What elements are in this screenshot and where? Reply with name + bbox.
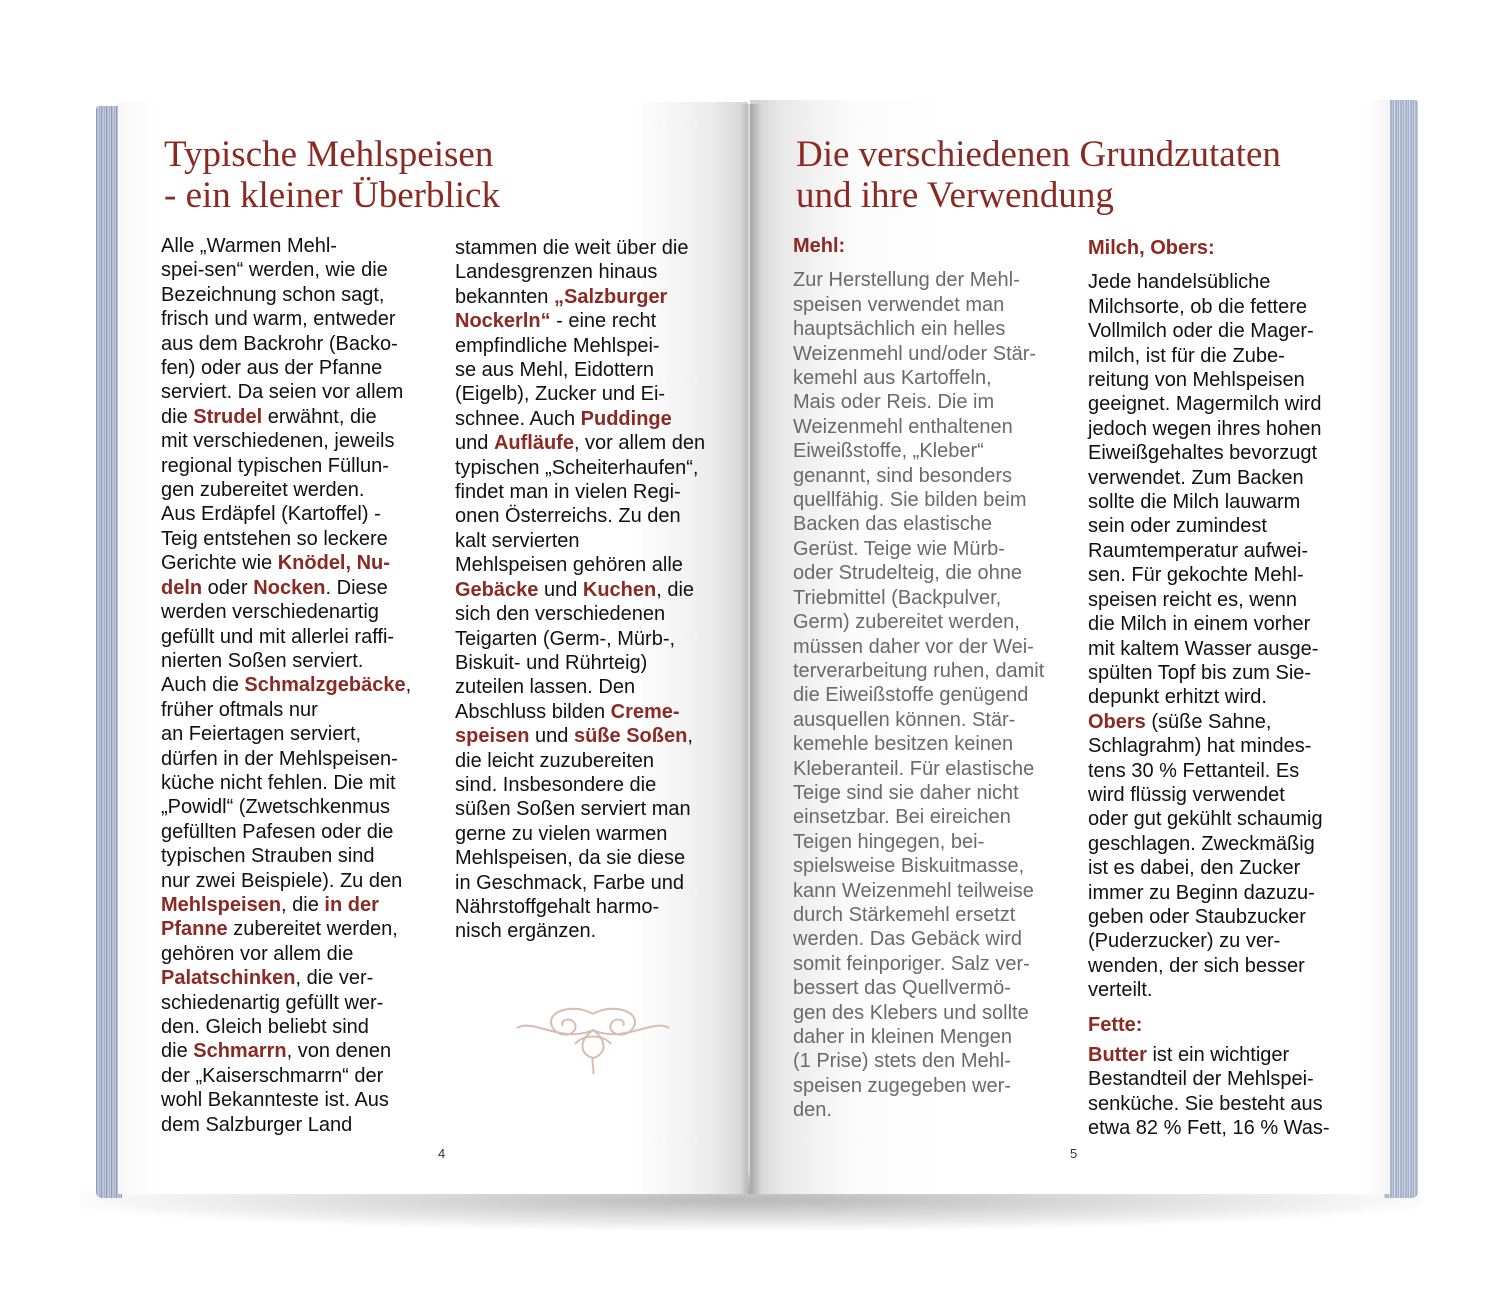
text-line	[161, 966, 411, 990]
text-segment: Jede handelsübliche	[1088, 271, 1271, 294]
text-line	[455, 456, 705, 480]
text-segment: (Puderzucker) zu ver-	[1088, 930, 1281, 953]
text-line	[1088, 661, 1330, 685]
text-line	[455, 651, 705, 675]
text-segment: an Feiertagen serviert,	[161, 723, 362, 746]
text-line: kemehle besitzen keinen	[793, 733, 1014, 756]
text-line	[455, 382, 705, 406]
text-segment: Teigarten (Germ-, Mürb-,	[455, 627, 676, 650]
text-line	[161, 991, 411, 1015]
text-segment: Raumtemperatur aufwei-	[1088, 539, 1309, 562]
left-title-line-1: Typische Mehlspeisen	[164, 134, 494, 175]
mehl-text	[793, 268, 1044, 1122]
text-line	[455, 724, 705, 748]
text-segment: typischen „Scheiterhaufen“,	[455, 456, 699, 479]
text-line	[1088, 905, 1330, 929]
text-line	[1088, 270, 1330, 294]
text-segment: gehören vor allem die	[161, 942, 354, 965]
text-line	[1088, 1116, 1330, 1140]
text-line: oder Strudelteig, die ohne	[793, 562, 1023, 585]
left-page-title	[164, 134, 500, 216]
text-line	[1088, 417, 1330, 441]
highlight-term: Puddinge	[580, 407, 672, 430]
text-line	[455, 627, 705, 651]
text-line	[161, 893, 411, 917]
text-segment: gerne zu vielen warmen	[455, 822, 668, 845]
text-line	[161, 478, 411, 502]
text-segment: typischen Strauben sind	[161, 845, 375, 868]
text-line: Eiweißstoffe, „Kleber“	[793, 440, 984, 463]
text-line: Weizenmehl und/oder Stär-	[793, 342, 1037, 365]
text-line	[161, 771, 411, 795]
text-line	[161, 283, 411, 307]
text-segment: Gerichte wie	[161, 552, 278, 575]
text-line	[161, 869, 411, 893]
text-line	[455, 846, 705, 870]
text-segment: (süße Sahne,	[1145, 710, 1272, 733]
text-segment: Alle „Warmen Mehl-	[161, 235, 337, 257]
text-line: speisen verwendet man	[793, 293, 1005, 316]
text-segment: zubereitet werden,	[227, 918, 398, 941]
text-segment: spülten Topf bis zum Sie-	[1088, 661, 1312, 684]
text-line: die Eiweißstoffe genügend	[793, 684, 1029, 707]
text-segment: die	[161, 1040, 194, 1063]
right-page	[750, 100, 1390, 1194]
text-line	[455, 871, 705, 895]
text-segment: sind. Insbesondere die	[455, 773, 657, 796]
text-line: Zur Herstellung der Mehl-	[793, 269, 1020, 292]
text-segment: nierten Soßen serviert.	[161, 649, 364, 672]
text-segment: aus dem Backrohr (Backo-	[161, 332, 398, 355]
text-line	[455, 504, 705, 528]
text-line	[1088, 734, 1330, 758]
text-segment: sich den verschiedenen	[455, 603, 666, 626]
text-segment: in Geschmack, Farbe und	[455, 871, 684, 894]
text-line: Kleberanteil. Für elastische	[793, 757, 1035, 780]
text-line: müssen daher vor der Wei-	[793, 635, 1034, 658]
text-segment: onen Österreichs. Zu den	[455, 505, 681, 528]
text-segment: . Diese	[325, 576, 388, 599]
right-title-line-2: und ihre Verwendung	[796, 175, 1114, 216]
left-title-line-2: - ein kleiner Überblick	[164, 175, 500, 216]
text-segment: , die	[281, 893, 325, 916]
text-line: spielsweise Biskuitmasse,	[793, 855, 1025, 878]
text-segment: sollte die Milch lauwarm	[1088, 491, 1301, 514]
text-line	[455, 309, 705, 333]
text-segment: se aus Mehl, Eidottern	[455, 359, 654, 382]
text-line: Gerüst. Teige wie Mürb-	[793, 537, 1005, 560]
text-line	[1088, 295, 1330, 319]
text-segment: serviert. Da seien vor allem	[161, 381, 404, 404]
text-line: den.	[793, 1099, 832, 1122]
text-segment: sein oder zumindest	[1088, 515, 1267, 538]
text-line	[161, 942, 411, 966]
left-page-column-1	[161, 234, 411, 1137]
text-segment: und	[455, 432, 494, 455]
text-segment: Eiweißgehaltes bevorzugt	[1088, 442, 1318, 465]
text-line	[161, 234, 411, 258]
text-segment: Bezeichnung schon sagt,	[161, 283, 385, 306]
milch-obers-text	[1088, 270, 1330, 1002]
text-line: Teigen hingegen, bei-	[793, 830, 985, 853]
text-segment: milch, ist für die Zube-	[1088, 344, 1285, 367]
text-segment: nur zwei Beispiele). Zu den	[161, 869, 403, 892]
text-line	[1088, 392, 1330, 416]
right-page-column-1	[793, 234, 1044, 1123]
text-segment: und	[529, 725, 574, 748]
text-line: somit feinporiger. Salz ver-	[793, 952, 1030, 975]
text-line	[161, 649, 411, 673]
text-segment: spei-sen“ werden, wie die	[161, 259, 388, 282]
text-segment: frisch und warm, entweder	[161, 308, 396, 331]
highlight-term: Pfanne	[161, 918, 228, 941]
text-line	[161, 1088, 411, 1112]
text-line: (1 Prise) stets den Mehl-	[793, 1050, 1011, 1073]
text-segment: wird flüssig verwendet	[1088, 783, 1285, 806]
text-segment: depunkt erhitzt wird.	[1088, 686, 1267, 709]
text-segment: wenden, der sich besser	[1088, 954, 1305, 977]
text-segment: den. Gleich beliebt sind	[161, 1016, 369, 1038]
text-line	[1088, 514, 1330, 538]
text-segment: schiedenartig gefüllt wer-	[161, 991, 384, 1014]
text-line	[1088, 344, 1330, 368]
text-segment: gefüllt und mit allerlei raffi-	[161, 625, 395, 648]
text-segment: speisen reicht es, wenn	[1088, 588, 1298, 611]
text-segment: regional typischen Füllun-	[161, 454, 389, 477]
text-line	[161, 673, 411, 697]
page-number-left: 4	[438, 1146, 446, 1161]
text-line	[1088, 319, 1330, 343]
text-segment: geschlagen. Zweckmäßig	[1088, 832, 1315, 855]
highlight-term: Aufläufe	[493, 432, 574, 455]
text-line	[1088, 881, 1330, 905]
text-segment: die leicht zuzubereiten	[455, 749, 655, 772]
text-line	[455, 553, 705, 577]
text-segment: tens 30 % Fettanteil. Es	[1088, 759, 1300, 782]
text-segment: Milchsorte, ob die fettere	[1088, 295, 1307, 318]
text-line	[455, 602, 705, 626]
text-segment: , von denen	[286, 1040, 392, 1063]
text-segment: früher oftmals nur	[161, 698, 318, 721]
text-segment: die	[161, 405, 194, 428]
section-heading-fette: Fette:	[1088, 1013, 1143, 1036]
text-segment: stammen die weit über die	[455, 237, 689, 259]
text-segment: findet man in vielen Regi-	[455, 481, 681, 504]
text-line	[1088, 685, 1330, 709]
text-line	[1088, 1067, 1330, 1091]
text-segment: Auch die	[161, 674, 245, 697]
text-segment: oder gut gekühlt schaumig	[1088, 808, 1323, 831]
text-line: quellfähig. Sie bilden beim	[793, 489, 1027, 512]
text-line	[161, 332, 411, 356]
text-line: Backen das elastische	[793, 513, 993, 536]
highlight-term: „Salzburger	[553, 285, 668, 308]
text-segment: Mehlspeisen, da sie diese	[455, 847, 686, 870]
text-line	[161, 917, 411, 941]
text-line	[455, 895, 705, 919]
text-segment: empfindliche Mehlspei-	[455, 334, 660, 357]
highlight-term: Gebäcke	[455, 578, 539, 601]
text-line	[1088, 807, 1330, 831]
text-segment: mit kaltem Wasser ausge-	[1088, 637, 1319, 660]
text-line	[455, 578, 705, 602]
text-line	[455, 480, 705, 504]
text-line: durch Stärkemehl ersetzt	[793, 903, 1016, 926]
highlight-term: Knödel, Nu-	[277, 552, 390, 575]
text-line	[1088, 856, 1330, 880]
text-line	[1088, 759, 1330, 783]
text-line	[1088, 539, 1330, 563]
text-segment: wohl Bekannteste ist. Aus	[161, 1089, 389, 1112]
text-line	[161, 1064, 411, 1088]
text-segment: Bestandteil der Mehlspei-	[1088, 1068, 1314, 1091]
book-gutter	[740, 104, 762, 1194]
text-segment: ,	[405, 674, 412, 697]
text-line: terverarbeitung ruhen, damit	[793, 659, 1045, 682]
text-segment: Schlagrahm) hat mindes-	[1088, 735, 1312, 758]
ornament-flourish	[513, 1004, 673, 1076]
text-line	[455, 919, 705, 943]
text-segment: die Milch in einem vorher	[1088, 613, 1311, 636]
text-line	[455, 700, 705, 724]
text-segment: gefüllten Pafesen oder die	[161, 820, 394, 843]
text-segment: küche nicht fehlen. Die mit	[161, 771, 396, 794]
text-line	[161, 1015, 411, 1039]
text-segment: zuteilen lassen. Den	[455, 676, 636, 699]
text-segment: verteilt.	[1088, 979, 1153, 1002]
text-segment: dem Salzburger Land	[161, 1113, 353, 1136]
highlight-term: Strudel	[193, 405, 263, 428]
highlight-term: Creme-	[610, 700, 680, 723]
text-line	[161, 380, 411, 404]
text-line	[161, 820, 411, 844]
text-segment: ,	[687, 725, 693, 748]
text-line	[1088, 710, 1330, 734]
text-segment: Nährstoffgehalt harmo-	[455, 895, 660, 918]
text-line	[161, 307, 411, 331]
text-segment: geben oder Staubzucker	[1088, 905, 1306, 928]
text-line	[1088, 783, 1330, 807]
text-segment: dürfen in der Mehlspeisen-	[161, 747, 398, 770]
highlight-term: Schmalzgebäcke	[244, 674, 406, 697]
text-line: Mais oder Reis. Die im	[793, 391, 995, 414]
text-line	[161, 698, 411, 722]
text-line: Germ) zubereitet werden,	[793, 611, 1020, 634]
text-line	[1088, 441, 1330, 465]
highlight-term: Mehlspeisen	[161, 893, 282, 916]
text-segment: senküche. Sie besteht aus	[1088, 1092, 1323, 1115]
text-line	[161, 722, 411, 746]
text-line	[1088, 563, 1330, 587]
text-segment: (Eigelb), Zucker und Ei-	[455, 383, 666, 406]
text-segment: schnee. Auch	[455, 407, 581, 430]
text-line: hauptsächlich ein helles	[793, 318, 1006, 341]
text-line: Triebmittel (Backpulver,	[793, 586, 1002, 609]
text-segment: der „Kaiserschmarrn“ der	[161, 1064, 384, 1087]
text-line	[161, 405, 411, 429]
text-line	[1088, 466, 1330, 490]
text-line	[1088, 832, 1330, 856]
text-line	[455, 260, 705, 284]
highlight-term: Obers	[1088, 710, 1146, 733]
text-segment: gen zubereitet werden.	[161, 479, 365, 502]
text-line	[1088, 588, 1330, 612]
fette-text	[1088, 1043, 1330, 1141]
text-line	[455, 285, 705, 309]
text-segment: oder	[202, 576, 254, 599]
text-line	[161, 429, 411, 453]
text-segment: Teig entstehen so leckere	[161, 527, 388, 550]
text-segment: Landesgrenzen hinaus	[455, 261, 658, 284]
text-line	[161, 454, 411, 478]
text-segment: Biskuit- und Rührteig)	[455, 651, 648, 674]
text-line: kemehl aus Kartoffeln,	[793, 367, 992, 390]
text-line: gen des Klebers und sollte	[793, 1001, 1029, 1024]
text-line	[455, 236, 705, 260]
text-segment: nisch ergänzen.	[455, 920, 597, 943]
text-line	[455, 773, 705, 797]
text-line: Weizenmehl enthaltenen	[793, 415, 1013, 438]
text-segment: „Powidl“ (Zwetschkenmus	[161, 796, 390, 819]
right-title-line-1: Die verschiedenen Grundzutaten	[796, 134, 1281, 175]
highlight-term: speisen	[455, 725, 530, 748]
text-line	[161, 527, 411, 551]
text-line	[455, 407, 705, 431]
text-line	[455, 675, 705, 699]
text-line: daher in kleinen Mengen	[793, 1026, 1013, 1048]
text-line: kann Weizenmehl teilweise	[793, 879, 1034, 902]
text-segment: ist ein wichtiger	[1146, 1044, 1290, 1066]
text-segment: fen) oder aus der Pfanne	[161, 357, 383, 380]
text-line	[161, 600, 411, 624]
text-segment: Aus Erdäpfel (Kartoffel) -	[161, 503, 381, 526]
text-line	[1088, 929, 1330, 953]
text-line	[161, 576, 411, 600]
text-segment: Vollmilch oder die Mager-	[1088, 320, 1314, 343]
section-heading-mehl: Mehl:	[793, 235, 846, 257]
text-line	[455, 749, 705, 773]
text-line	[455, 334, 705, 358]
highlight-term: süße Soßen	[573, 725, 688, 748]
text-segment: , vor allem den	[573, 432, 706, 455]
text-segment: - eine recht	[550, 310, 657, 333]
text-line	[1088, 1043, 1330, 1067]
text-segment: ist es dabei, den Zucker	[1088, 857, 1301, 880]
text-line	[1088, 954, 1330, 978]
text-segment: werden verschiedenartig	[161, 601, 379, 624]
text-line	[161, 356, 411, 380]
text-segment: mit verschiedenen, jeweils	[161, 430, 395, 453]
text-line	[161, 625, 411, 649]
text-line	[1088, 1092, 1330, 1116]
text-segment: immer zu Beginn dazuzu-	[1088, 881, 1315, 904]
text-segment: geeignet. Magermilch wird	[1088, 393, 1322, 416]
highlight-term: Butter	[1088, 1044, 1147, 1066]
text-segment: , die ver-	[295, 967, 374, 990]
text-line	[161, 551, 411, 575]
text-line: speisen zugegeben wer-	[793, 1074, 1011, 1097]
right-page-column-2	[1088, 236, 1330, 1141]
highlight-term: deln	[161, 576, 203, 599]
text-line	[455, 529, 705, 553]
left-page	[118, 102, 748, 1194]
text-line	[455, 358, 705, 382]
text-line	[455, 431, 705, 455]
text-line	[1088, 368, 1330, 392]
text-line	[161, 795, 411, 819]
text-line: Teige sind sie daher nicht	[793, 781, 1019, 804]
text-segment: bekannten	[455, 285, 554, 308]
text-line	[1088, 490, 1330, 514]
text-line: bessert das Quellvermö-	[793, 977, 1011, 1000]
text-segment: verwendet. Zum Backen	[1088, 466, 1304, 489]
highlight-term: Nockerln“	[455, 310, 551, 333]
text-line: einsetzbar. Bei eireichen	[793, 806, 1011, 829]
text-segment: etwa 82 % Fett, 16 % Was-	[1088, 1117, 1330, 1140]
highlight-term: in der	[324, 893, 379, 916]
right-page-title	[796, 134, 1281, 216]
text-line: ausquellen können. Stär-	[793, 708, 1016, 731]
text-segment: sen. Für gekochte Mehl-	[1088, 564, 1304, 587]
highlight-term: Schmarrn	[193, 1040, 287, 1063]
text-segment: Abschluss bilden	[455, 700, 611, 723]
text-line: genannt, sind besonders	[793, 464, 1013, 487]
text-line	[455, 797, 705, 821]
page-number-right: 5	[1070, 1146, 1078, 1161]
highlight-term: Nocken	[253, 576, 326, 599]
section-heading-milch-obers: Milch, Obers:	[1088, 237, 1215, 259]
text-segment: reitung von Mehlspeisen	[1088, 369, 1305, 392]
text-line	[1088, 612, 1330, 636]
text-segment: kalt servierten	[455, 529, 580, 552]
text-line: werden. Das Gebäck wird	[793, 928, 1022, 951]
left-page-column-2	[455, 236, 705, 944]
text-segment: jedoch wegen ihres hohen	[1088, 417, 1322, 440]
text-line	[1088, 637, 1330, 661]
text-line	[161, 1039, 411, 1063]
text-line	[161, 747, 411, 771]
highlight-term: Kuchen	[582, 578, 657, 601]
highlight-term: Palatschinken	[161, 967, 296, 990]
text-segment: , die	[656, 578, 695, 601]
text-line	[1088, 978, 1330, 1002]
text-segment: Mehlspeisen gehören alle	[455, 554, 683, 577]
text-line	[161, 844, 411, 868]
text-segment: süßen Soßen serviert man	[455, 798, 691, 821]
text-line	[161, 502, 411, 526]
text-line	[455, 822, 705, 846]
text-line	[161, 258, 411, 282]
text-segment: erwähnt, die	[262, 405, 377, 428]
text-segment: und	[538, 578, 583, 601]
text-line	[161, 1113, 411, 1137]
